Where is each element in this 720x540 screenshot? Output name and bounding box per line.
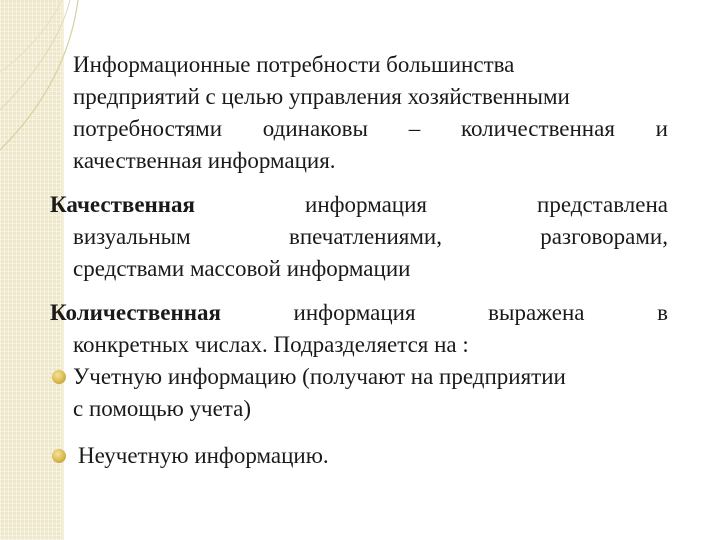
word: и bbox=[655, 116, 668, 141]
term-quantitative: Количественная bbox=[50, 300, 221, 325]
word: потребностями bbox=[73, 116, 223, 141]
word: одинаковы bbox=[262, 116, 368, 141]
word: количественная bbox=[460, 116, 615, 141]
word: выражена bbox=[488, 300, 585, 325]
p3-line1 bbox=[50, 297, 668, 329]
p2-line3: средствами массовой информации bbox=[73, 256, 411, 281]
bullet2-line1: Неучетную информацию. bbox=[78, 443, 329, 468]
p2-line1 bbox=[50, 189, 668, 221]
p2-line2 bbox=[73, 221, 668, 253]
bullet-icon bbox=[52, 449, 66, 463]
term-qualitative: Качественная bbox=[50, 192, 195, 217]
bullet1-line2: с помощью учета) bbox=[73, 396, 251, 421]
p1-line2: предприятий с целью управления хозяйственными bbox=[73, 84, 570, 109]
word: информация bbox=[305, 192, 428, 217]
bullet1-line1: Учетную информацию (получают на предприятии bbox=[73, 364, 566, 389]
word: впечатлениями, bbox=[289, 224, 442, 249]
p3-line2: конкретных числах. Подразделяется на : bbox=[73, 332, 469, 357]
word: информация bbox=[293, 300, 416, 325]
word: разговорами, bbox=[540, 224, 668, 249]
bullet-icon bbox=[52, 370, 66, 384]
word: в bbox=[657, 300, 668, 325]
word: – bbox=[408, 116, 421, 141]
p1-line4: качественная информация. bbox=[73, 148, 336, 173]
word: визуальным bbox=[73, 224, 191, 249]
p1-line1: Информационные потребности большинства bbox=[73, 52, 515, 77]
p1-line3 bbox=[73, 113, 668, 145]
word: представлена bbox=[537, 192, 668, 217]
